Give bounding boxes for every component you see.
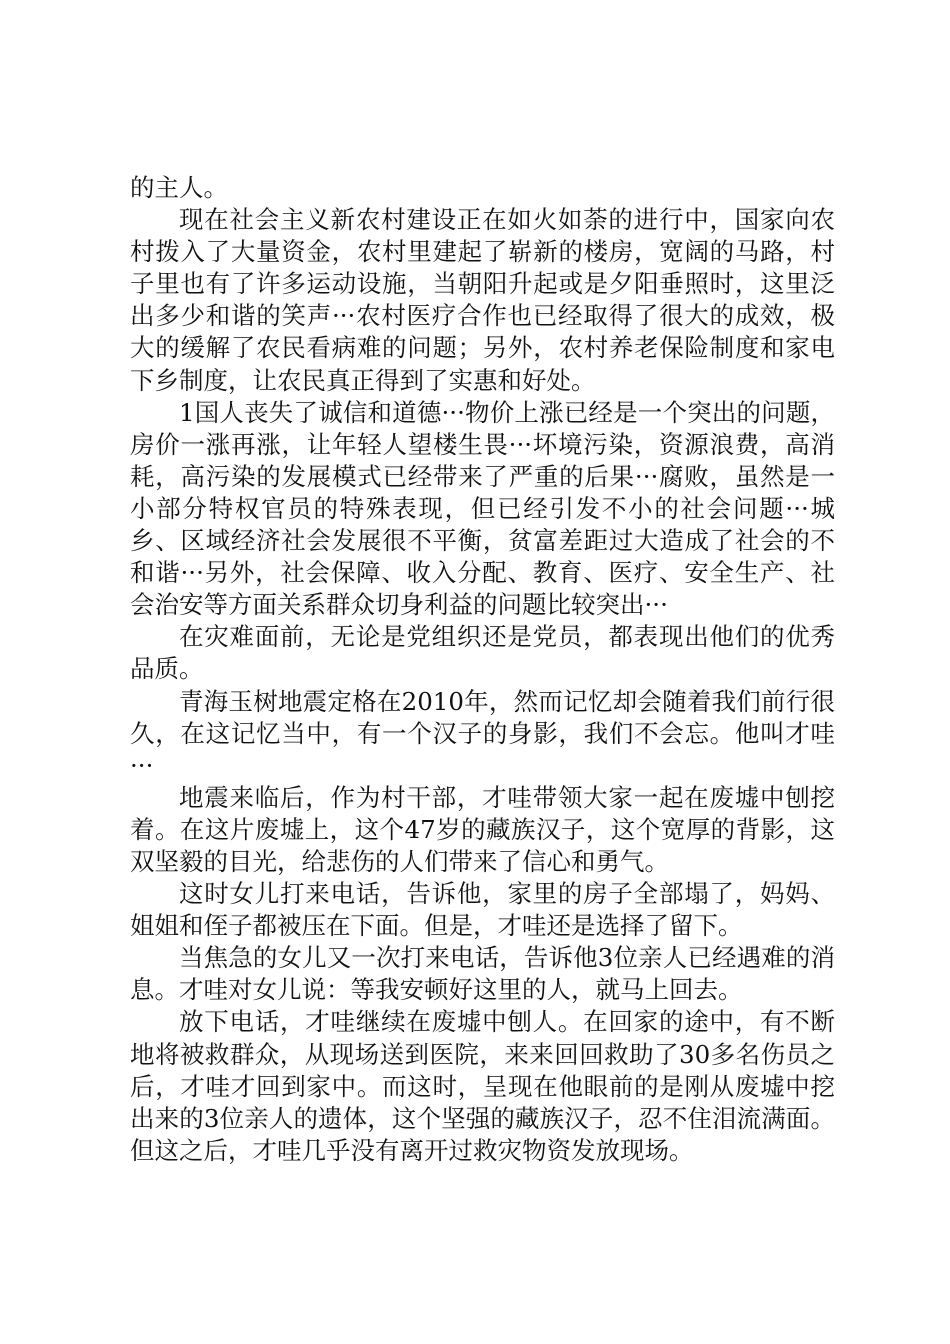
paragraph-social-problems: 1国人丧失了诚信和道德···物价上涨已经是一个突出的问题，房价一涨再涨，让年轻人望楼生畏···坏境污染，资源浪费，高消耗，高污染的发展模式已经带来了严重的后果···腐败，虽然是一小部分特权官员的特殊表现，但已经引发不小的社会问题···城乡、区域经济社会发展很不平衡，贫富差距过大造成了社会的不和谐···另外，社会保障、收入分配、教育、医疗、安全生产、社会治安等方面关系群众切身利益的问题比较突出··· bbox=[130, 397, 835, 620]
paragraph-new-countryside: 现在社会主义新农村建设正在如火如荼的进行中，国家向农村拨入了大量资金，农村里建起了崭新的楼房，宽阔的马路，村子里也有了许多运动设施，当朝阳升起或是夕阳垂照时，这里泛出多少和谐的笑声···农村医疗合作也已经取得了很大的成效，极大的缓解了农民看病难的问题；另外，农村养老保险制度和家电下乡制度，让农民真正得到了实惠和好处。 bbox=[130, 205, 835, 395]
paragraph-second-call: 当焦急的女儿又一次打来电话，告诉他3位亲人已经遇难的消息。才哇对女儿说：等我安顿好这里的人，就马上回去。 bbox=[130, 943, 835, 1005]
paragraph-rescue-work: 地震来临后，作为村干部，才哇带领大家一起在废墟中刨挖着。在这片废墟上，这个47岁的藏族汉子，这个宽厚的背影，这双坚毅的目光，给悲伤的人们带来了信心和勇气。 bbox=[130, 782, 835, 876]
paragraph-continuation: 的主人。 bbox=[130, 173, 228, 202]
paragraph-daughter-call: 这时女儿打来电话，告诉他，家里的房子全部塌了，妈妈、姐姐和侄子都被压在下面。但是，才哇还是选择了留下。 bbox=[130, 879, 835, 941]
paragraph-disaster-intro: 在灾难面前，无论是党组织还是党员，都表现出他们的优秀品质。 bbox=[130, 622, 835, 684]
paragraph-yushu-earthquake: 青海玉树地震定格在2010年，然而记忆却会随着我们前行很久，在这记忆当中，有一个汉子的身影，我们不会忘。他叫才哇··· bbox=[130, 686, 835, 780]
document-body bbox=[130, 172, 835, 1167]
paragraph-return-home: 放下电话，才哇继续在废墟中刨人。在回家的途中，有不断地将被救群众，从现场送到医院，来来回回救助了30多名伤员之后，才哇才回到家中。而这时，呈现在他眼前的是刚从废墟中挖出来的3位亲人的遗体，这个坚强的藏族汉子，忍不住泪流满面。但这之后，才哇几乎没有离开过救灾物资发放现场。 bbox=[130, 1007, 835, 1165]
